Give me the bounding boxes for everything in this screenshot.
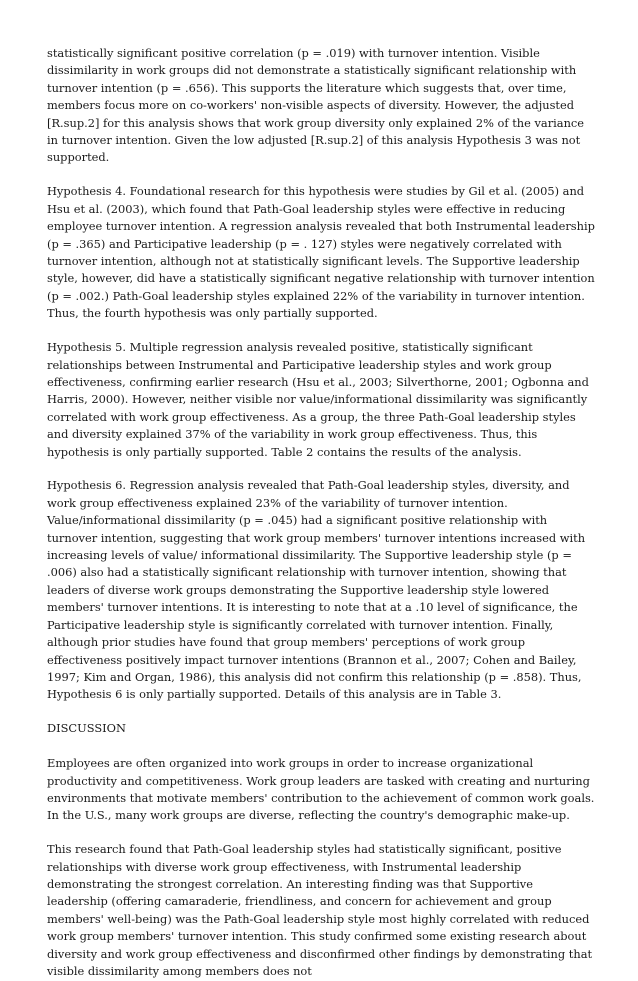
paragraph-discussion-intro: Employees are often organized into work groups in order to increase organizational productivity and competitiveness. Work group leaders are tasked with creating and nurturing environments that motivate members' contribution to the achievement of common work goals. In the U.S., many work groups are diverse, reflecting the country's demographic make-up. <box>47 756 595 823</box>
paragraph-discussion-findings: This research found that Path-Goal leadership styles had statistically significant, positive relationships with diverse work group effectiveness, with Instrumental leadership demonstrating the strongest correlation. An interesting finding was that Supportive leadership (offering camaraderie, friendliness, and concern for achievement and group members' well-being) was the Path-Goal leadership style most highly correlated with reduced work group members' turnover intention. This study confirmed some existing research about diversity and work group effectiveness and disconfirmed other findings by demonstrating that visible dissimilarity among members does not <box>47 842 593 979</box>
paragraph-hypothesis-4: Hypothesis 4. Foundational research for this hypothesis were studies by Gil et al. (2005) and Hsu et al. (2003), which found that Path-Goal leadership styles were effective in reducing employee turnover intention. A regression analysis revealed that both Instrumental leadership (p = .365) and Participative leadership (p = . 127) styles were negatively correlated with turnover intention, although not at statistically significant levels. The Supportive leadership style, however, did have a statistically significant negative relationship with turnover intention (p = .002.) Path-Goal leadership styles explained 22% of the variability in turnover intention. Thus, the fourth hypothesis was only partially supported. <box>47 184 595 321</box>
paragraph-hypothesis-3-conclusion: statistically significant positive correlation (p = .019) with turnover intention. Visible dissimilarity in work groups did not demonstrate a statistically significant relationship with turnover intention (p = .656). This supports the literature which suggests that, over time, members focus more on co-workers' non-visible aspects of diversity. However, the adjusted [R.sup.2] for this analysis shows that work group diversity only explained 2% of the variance in turnover intention. Given the low adjusted [R.sup.2] of this analysis Hypothesis 3 was not supported. <box>47 46 585 165</box>
paragraph-hypothesis-5: Hypothesis 5. Multiple regression analysis revealed positive, statistically significant relationships between Instrumental and Participative leadership styles and work group effectiveness, confirming earlier research (Hsu et al., 2003; Silverthorne, 2001; Ogbonna and Harris, 2000). However, neither visible nor value/informational dissimilarity was significantly correlated with work group effectiveness. As a group, the three Path-Goal leadership styles and diversity explained 37% of the variability in work group effectiveness. Thus, this hypothesis is only partially supported. Table 2 contains the results of the analysis. <box>47 340 589 459</box>
paragraph-hypothesis-6: Hypothesis 6. Regression analysis revealed that Path-Goal leadership styles, diversity, and work group effectiveness explained 23% of the variability of turnover intention. Value/informational dissimilarity (p = .045) had a significant positive relationship with turnover intention, suggesting that work group members' turnover intentions increased with increasing levels of value/ informational dissimilarity. The Supportive leadership style (p = .006) also had a statistically significant relationship with turnover intention, showing that leaders of diverse work groups demonstrating the Supportive leadership style lowered members' turnover intentions. It is interesting to note that at a .10 level of significance, the Participative leadership style is significantly correlated with turnover intention. Finally, although prior studies have found that group members' perceptions of work group effectiveness positively impact turnover intentions (Brannon et al., 2007; Cohen and Bailey, 1997; Kim and Organ, 1986), this analysis did not confirm this relationship (p = .858). Thus, Hypothesis 6 is only partially supported. Details of this analysis are in Table 3. <box>47 478 586 702</box>
section-heading-discussion: DISCUSSION <box>47 721 126 736</box>
